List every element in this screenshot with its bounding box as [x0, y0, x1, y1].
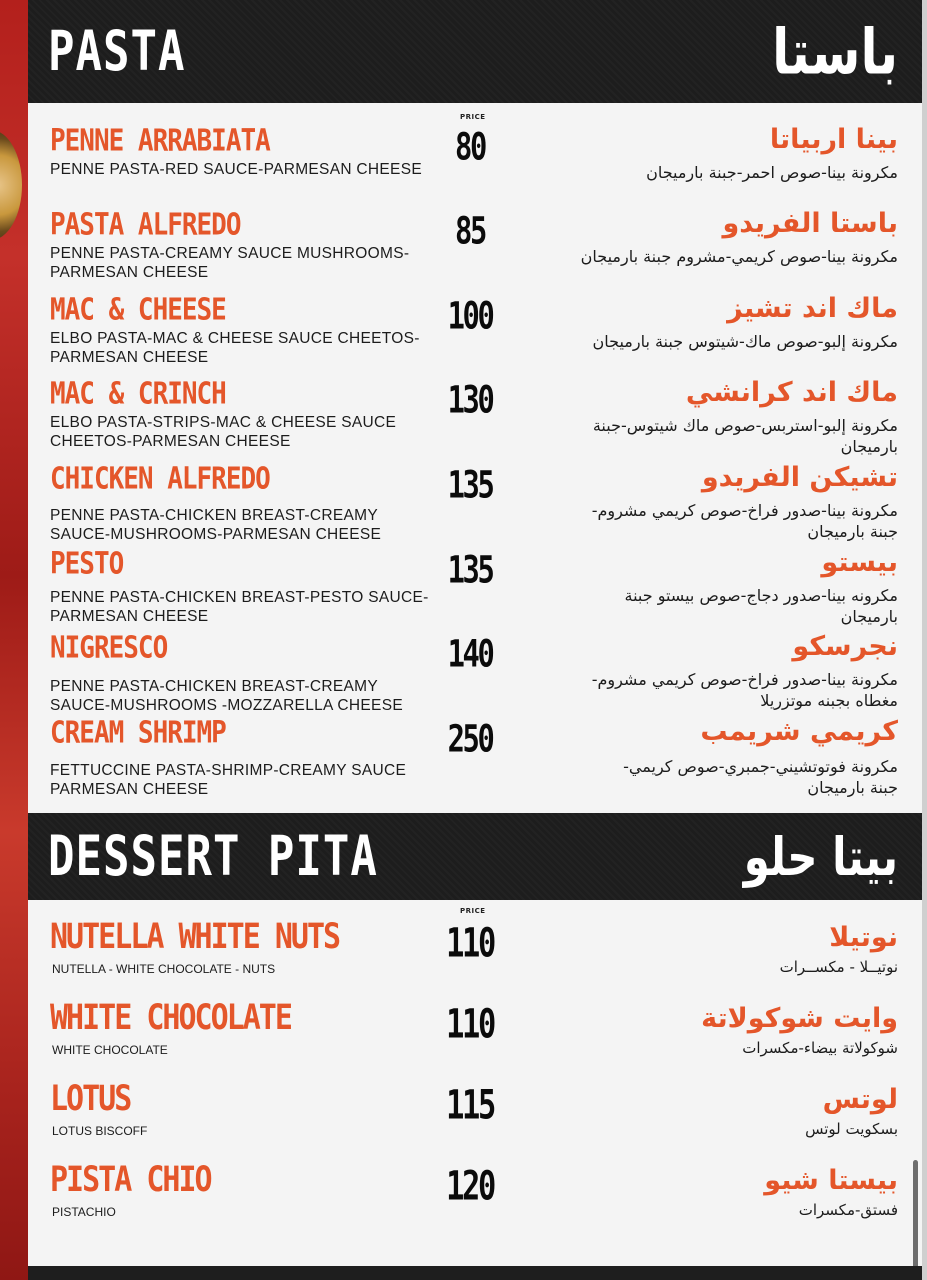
item-desc-en: PENNE PASTA-CHICKEN BREAST-CREAMY SAUCE-MUSHROOMS-PARMESAN CHEESE — [50, 507, 382, 543]
item-desc-ar: مكرونة بينا-صدور فراخ-صوص كريمي مشروم-جبنة بارميجان — [591, 501, 898, 541]
menu-item — [28, 462, 922, 548]
item-price: 80 — [455, 125, 485, 169]
item-desc-ar: مكرونة بينا-صوص كريمي-مشروم جبنة بارميجان — [580, 247, 898, 266]
menu-item — [28, 377, 922, 461]
item-desc-en: WHITE CHOCOLATE — [52, 1043, 168, 1057]
pasta-title-ar: باستا — [772, 15, 898, 88]
item-desc-ar: مكرونة إلبو-استربس-صوص ماك شيتوس-جبنة بارميجان — [592, 416, 898, 456]
decorative-side-strip — [0, 0, 28, 1280]
menu-item — [28, 716, 922, 806]
item-desc-en: PENNE PASTA-CHICKEN BREAST-CREAMY SAUCE-MUSHROOMS -MOZZARELLA CHEESE — [50, 678, 403, 714]
item-name-ar: ماك اند تشيز — [727, 293, 898, 324]
item-name-ar: كريمي شريمب — [700, 716, 898, 747]
item-price: 135 — [447, 548, 493, 592]
item-desc-en: PENNE PASTA-CREAMY SAUCE MUSHROOMS-PARMESAN CHEESE — [50, 245, 410, 281]
bottom-band — [28, 1266, 922, 1280]
item-desc-ar: مكرونة بينا-صوص احمر-جبنة بارميجان — [646, 163, 898, 182]
menu-item — [28, 631, 922, 717]
item-desc-ar: بسكويت لوتس — [805, 1120, 898, 1138]
menu-item — [28, 208, 922, 292]
item-name-en: NIGRESCO — [50, 631, 168, 666]
item-desc-ar: مكرونه بينا-صدور دجاج-صوص بيستو جبنة بارميجان — [624, 586, 898, 626]
item-name-en: PESTO — [50, 547, 124, 582]
dessert-item — [28, 918, 922, 982]
item-desc-en: ELBO PASTA-MAC & CHEESE SAUCE CHEETOS-PARMESAN CHEESE — [50, 330, 420, 366]
item-name-ar: وايت شوكولاتة — [701, 1003, 898, 1034]
item-desc-ar: شوكولاتة بيضاء-مكسرات — [742, 1039, 898, 1057]
item-desc-en: PENNE PASTA-CHICKEN BREAST-PESTO SAUCE-PARMESAN CHEESE — [50, 589, 429, 625]
item-price: 135 — [447, 463, 493, 507]
menu-item — [28, 547, 922, 633]
item-name-ar: لوتس — [822, 1084, 898, 1115]
item-name-en: LOTUS — [50, 1078, 131, 1120]
item-desc-ar: مكرونة بينا-صدور فراخ-صوص كريمي مشروم-مغطاه بجبنه موتزريلا — [591, 670, 898, 710]
item-price: 100 — [447, 294, 493, 338]
item-name-ar: بيستو — [821, 547, 898, 578]
item-desc-ar: نوتيــلا - مكســرات — [779, 958, 898, 976]
item-desc-en: PENNE PASTA-RED SAUCE-PARMESAN CHEESE — [50, 161, 422, 178]
dessert-price-caption: PRICE — [460, 907, 486, 915]
item-name-en: NUTELLA WHITE NUTS — [50, 916, 340, 958]
item-price: 250 — [447, 717, 493, 761]
item-name-ar: نوتيلا — [829, 922, 898, 953]
item-price: 110 — [446, 919, 494, 967]
dessert-item — [28, 999, 922, 1063]
item-desc-en: PISTACHIO — [52, 1205, 116, 1219]
item-price: 115 — [446, 1081, 494, 1129]
dessert-title-ar: بيتا حلو — [743, 825, 898, 888]
item-name-ar: باستا الفريدو — [722, 208, 898, 239]
item-name-ar: ماك اند كرانشي — [685, 377, 898, 408]
item-name-en: MAC & CHEESE — [50, 293, 226, 328]
item-price: 120 — [446, 1162, 494, 1210]
dessert-item — [28, 1161, 922, 1225]
item-name-en: CREAM SHRIMP — [50, 716, 226, 751]
item-name-ar: نجرسكو — [792, 631, 898, 662]
item-desc-en: FETTUCCINE PASTA-SHRIMP-CREAMY SAUCE PARMESAN CHEESE — [50, 762, 407, 798]
pasta-header-band — [28, 0, 922, 103]
menu-item — [28, 293, 922, 377]
item-name-ar: بينا اربياتا — [769, 124, 898, 155]
item-name-en: WHITE CHOCOLATE — [50, 997, 291, 1039]
item-name-en: PASTA ALFREDO — [50, 208, 241, 243]
menu-item — [28, 124, 922, 208]
item-name-en: PENNE ARRABIATA — [50, 124, 270, 159]
dessert-title-en: DESSERT PITA — [48, 824, 378, 889]
dessert-item — [28, 1080, 922, 1144]
item-name-ar: بيستا شيو — [764, 1165, 898, 1196]
item-name-ar: تشيكن الفريدو — [701, 462, 898, 493]
item-name-en: MAC & CRINCH — [50, 377, 226, 412]
item-price: 140 — [447, 632, 493, 676]
pasta-title-en: PASTA — [48, 19, 186, 84]
item-price: 130 — [447, 378, 493, 422]
item-desc-en: NUTELLA - WHITE CHOCOLATE - NUTS — [52, 962, 276, 976]
item-price: 110 — [446, 1000, 494, 1048]
item-name-en: PISTA CHIO — [50, 1159, 211, 1201]
item-desc-en: LOTUS BISCOFF — [52, 1124, 148, 1138]
item-name-en: CHICKEN ALFREDO — [50, 462, 270, 497]
food-photo-edge — [0, 130, 22, 240]
page-edge — [922, 0, 927, 1280]
item-desc-ar: فستق-مكسرات — [798, 1201, 898, 1219]
pasta-price-caption: PRICE — [460, 113, 486, 121]
item-price: 85 — [455, 209, 485, 253]
dessert-header-band — [28, 813, 922, 900]
item-desc-en: ELBO PASTA-STRIPS-MAC & CHEESE SAUCE CHEETOS-PARMESAN CHEESE — [50, 414, 397, 450]
item-desc-ar: مكرونة فوتوتشيني-جمبري-صوص كريمي-جبنة بارميجان — [623, 757, 898, 797]
item-desc-ar: مكرونة إلبو-صوص ماك-شيتوس جبنة بارميجان — [592, 332, 898, 351]
